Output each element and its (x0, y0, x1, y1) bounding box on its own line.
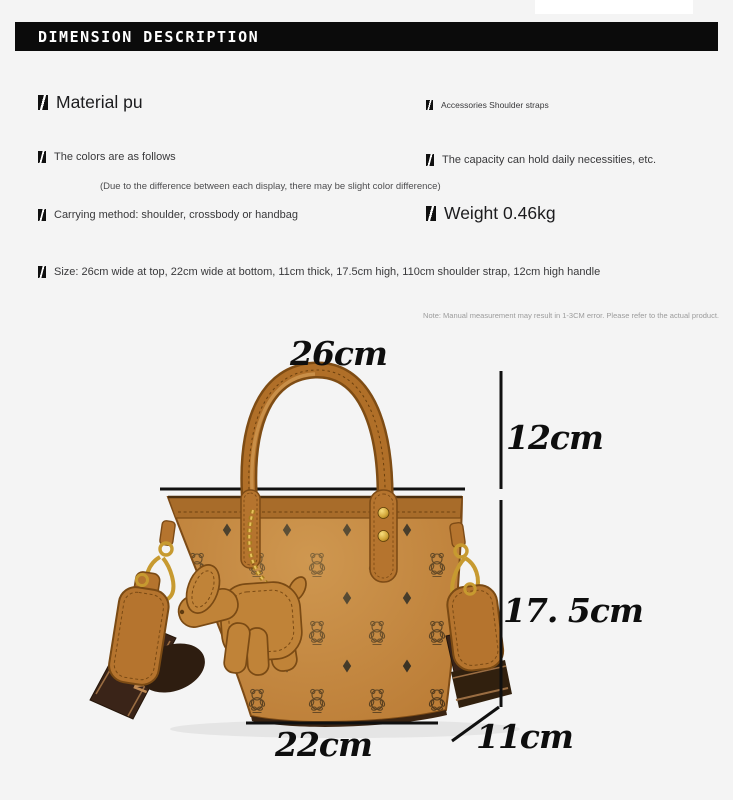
dim-label-handle-height: 12cm (506, 418, 603, 457)
spec-accessories-label: Accessories Shoulder straps (441, 100, 549, 110)
dim-label-bag-height: 17. 5cm (503, 591, 643, 630)
dog-nose (180, 610, 184, 614)
spec-size-label: Size: 26cm wide at top, 22cm wide at bottom, 11cm thick, 17.5cm high, 110cm shoulder strap, 12cm high handle (54, 266, 601, 278)
color-difference-note: (Due to the difference between each display, there may be slight color difference) (100, 181, 441, 192)
bag-top-trim (168, 497, 462, 518)
dim-label-depth: 11cm (476, 717, 573, 756)
spec-weight-label: Weight 0.46kg (444, 203, 556, 223)
spec-colors-label: The colors are as follows (54, 151, 176, 163)
measurement-disclaimer: Note: Manual measurement may result in 1-3CM error. Please refer to the actual product. (423, 311, 719, 320)
spec-material-label: Material pu (56, 92, 143, 112)
gold-stud-icon (378, 508, 389, 519)
strap-leather-tab-right (445, 583, 505, 672)
page-title: DIMENSION DESCRIPTION (38, 27, 260, 46)
dim-label-top-width: 26cm (290, 334, 387, 373)
spec-carrying-label: Carrying method: shoulder, crossbody or handbag (54, 209, 298, 221)
gold-stud-icon (378, 531, 389, 542)
dim-label-bottom-width: 22cm (275, 725, 372, 764)
spec-capacity-label: The capacity can hold daily necessities, etc. (442, 154, 657, 166)
